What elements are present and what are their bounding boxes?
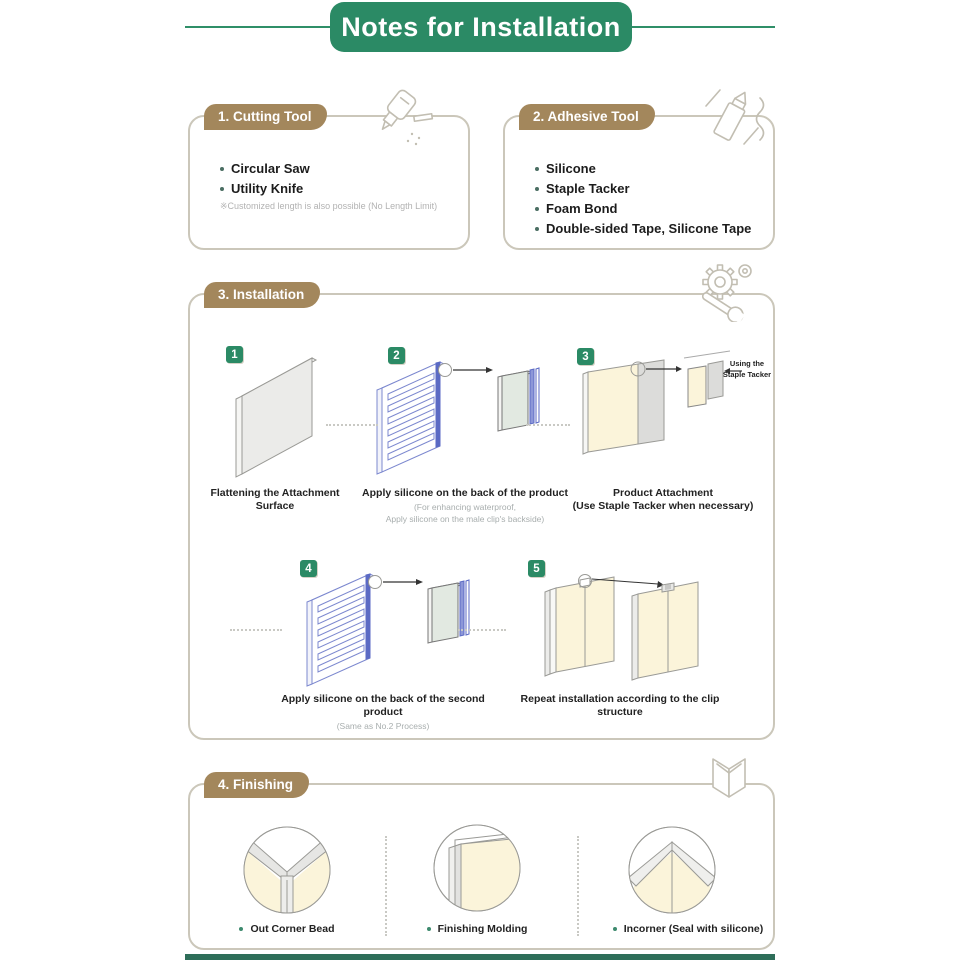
cutting-tool-label: 1. Cutting Tool: [204, 104, 327, 130]
step2-subcaption: [362, 502, 568, 525]
step5-caption: Repeat installation according to the clip structure: [520, 693, 720, 719]
list-item: [535, 221, 751, 236]
bullet-icon: [535, 207, 539, 211]
gear-wrench-icon: [690, 260, 756, 322]
annotation-line: Staple Tacker: [722, 370, 772, 380]
bullet-icon: [535, 167, 539, 171]
out-corner-bead-diagram: [237, 820, 337, 920]
step5-repeat-diagram: [540, 560, 775, 685]
adhesive-tool-list: [535, 161, 751, 241]
item-label: Double-sided Tape, Silicone Tape: [546, 221, 752, 236]
step4-caption: Apply silicone on the back of the second product: [281, 693, 485, 719]
step1-caption: Flattening the Attachment Surface: [210, 487, 340, 513]
step-badge-5: 5: [528, 560, 545, 577]
annotation-line: Using the: [729, 359, 765, 368]
finishing-caption: [583, 923, 793, 935]
bullet-icon: [239, 927, 243, 931]
dotted-separator: [230, 629, 282, 631]
bullet-icon: [535, 227, 539, 231]
list-item: [220, 181, 437, 196]
installation-label: 3. Installation: [204, 282, 320, 308]
length-note: ※Customized length is also possible (No Length Limit): [220, 201, 438, 211]
bullet-icon: [220, 167, 224, 171]
step4-subcaption: (Same as No.2 Process): [336, 721, 430, 732]
list-item: [535, 161, 751, 176]
bottom-page-divider: [185, 954, 775, 960]
caption-label: Incorner (Seal with silicone): [623, 923, 764, 935]
step3-caption: Product Attachment: [613, 487, 713, 499]
step-badge-1: 1: [226, 346, 243, 363]
list-item: [220, 161, 437, 176]
caption-label: Finishing Molding: [437, 923, 528, 935]
finishing-label: 4. Finishing: [204, 772, 309, 798]
incorner-diagram: [622, 820, 722, 920]
step-badge-4: 4: [300, 560, 317, 577]
utility-knife-icon: [372, 88, 447, 152]
item-label: Staple Tacker: [546, 181, 630, 196]
step-badge-3: 3: [577, 348, 594, 365]
step2-caption: Apply silicone on the back of the product: [362, 487, 568, 499]
step1-panel-diagram: [212, 348, 352, 483]
dotted-separator: [326, 424, 378, 426]
step4-silicone-diagram: [282, 562, 482, 687]
bullet-icon: [220, 187, 224, 191]
step3-subcaption: (Use Staple Tacker when necessary): [572, 500, 754, 513]
list-item: [535, 181, 751, 196]
item-label: Silicone: [546, 161, 596, 176]
corner-molding-icon: [703, 753, 755, 803]
item-label: Utility Knife: [231, 181, 304, 196]
finishing-caption: [397, 923, 557, 935]
item-label: Foam Bond: [546, 201, 618, 216]
caption-label: Out Corner Bead: [250, 923, 335, 935]
item-label: Circular Saw: [231, 161, 310, 176]
step3-caption-block: [563, 487, 763, 513]
step-badge-2: 2: [388, 347, 405, 364]
step2-silicone-diagram: [352, 350, 552, 475]
dotted-separator: [526, 424, 570, 426]
step3-annotation: [718, 358, 776, 381]
subcaption-line: (For enhancing waterproof,: [413, 502, 517, 513]
page-title: Notes for Installation: [330, 2, 632, 52]
bullet-icon: [613, 927, 617, 931]
step2-caption-block: [362, 487, 568, 525]
cutting-tool-list: [220, 161, 437, 212]
step4-caption-block: [277, 693, 489, 733]
list-item: [535, 201, 751, 216]
dotted-separator: [458, 629, 506, 631]
adhesive-tool-label: 2. Adhesive Tool: [519, 104, 655, 130]
subcaption-line: Apply silicone on the male clip's backside): [385, 513, 545, 524]
bullet-icon: [535, 187, 539, 191]
finishing-caption: [207, 923, 367, 935]
dotted-separator: [577, 836, 579, 936]
finishing-molding-diagram: [427, 818, 527, 918]
dotted-separator: [385, 836, 387, 936]
bullet-icon: [427, 927, 431, 931]
glue-tube-icon: [698, 84, 773, 152]
